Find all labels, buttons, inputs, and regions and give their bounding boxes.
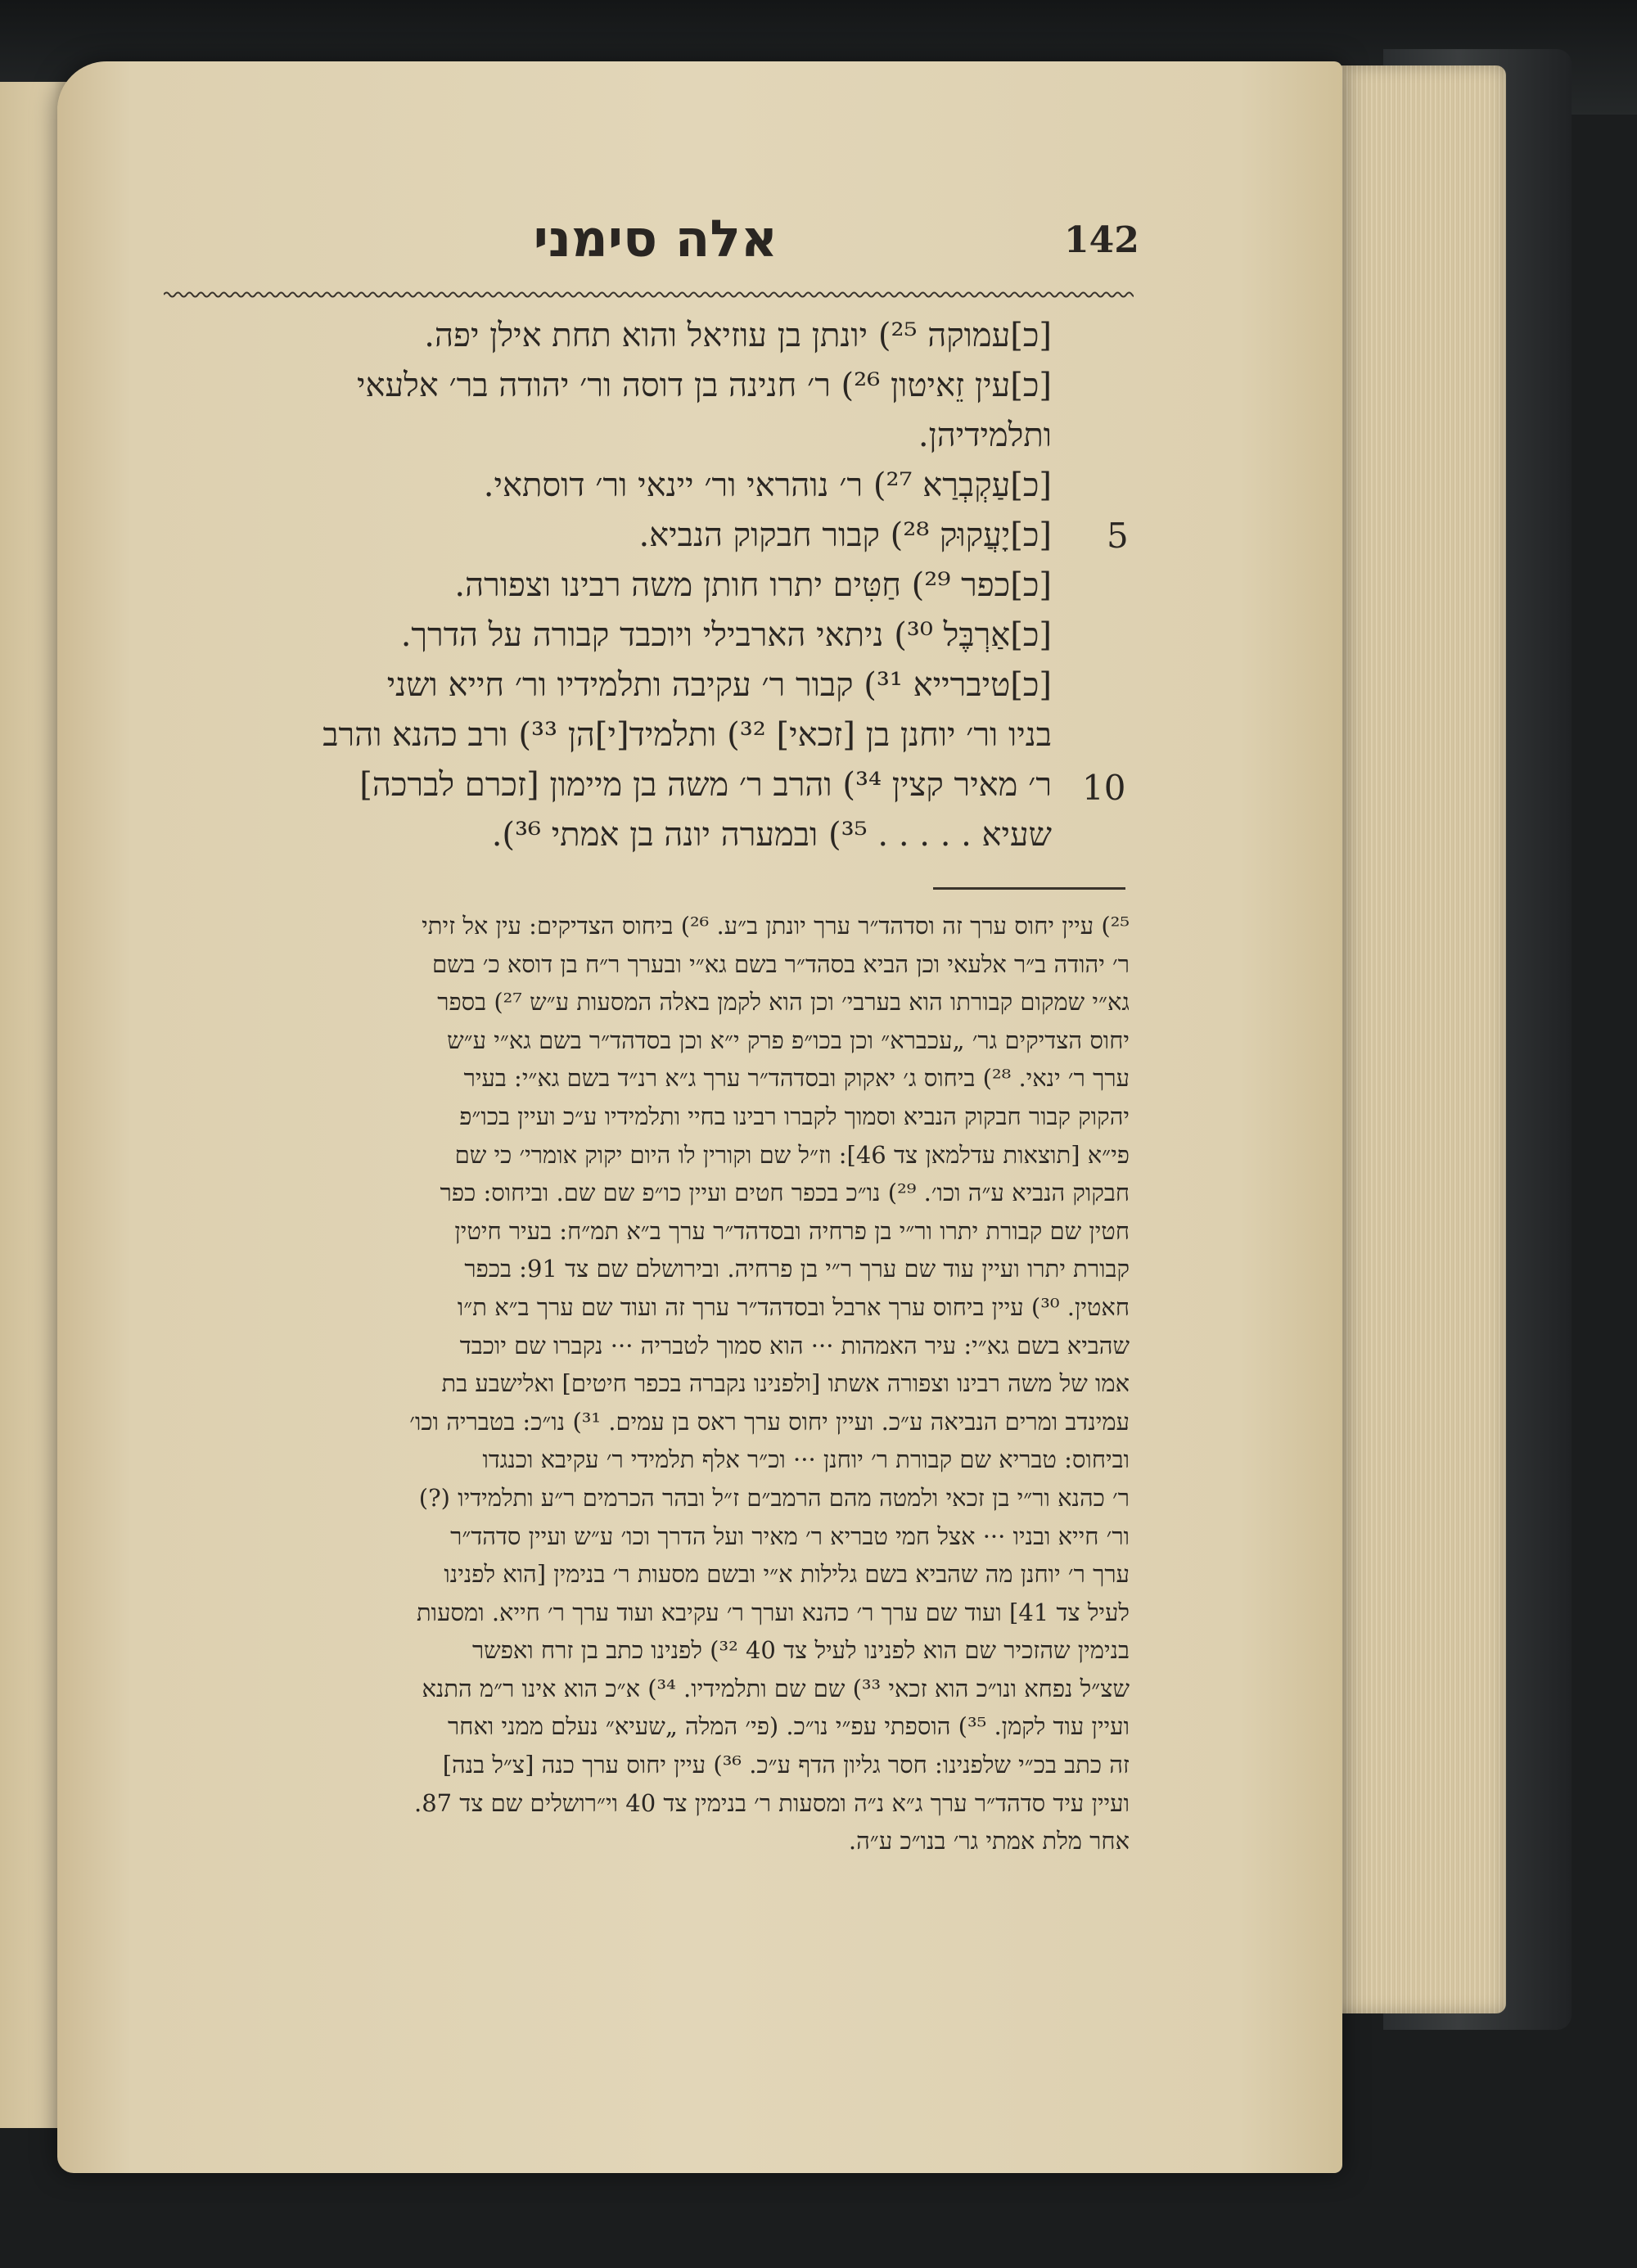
- line-number-10: 10: [1082, 768, 1126, 808]
- wavy-header-rule: [164, 288, 1134, 301]
- footnotes: [139, 907, 1130, 1860]
- footnote-line: אמו של משה רבינו וצפורה אשתו [ולפנינו נקברה בכפר חיטים] ואלישבע בת: [441, 1369, 1130, 1398]
- text-line: [כ]עַקְבְרַא ²⁷) ר׳ נוהראי ור׳ יינאי ור׳ דוסתאי.: [483, 467, 1052, 504]
- footnote-line: וביחוס: טבריא שם קבורת ר׳ יוחנן ··· וכ״ר אלף תלמידי ר׳ עקיבא וכנגדו: [482, 1445, 1130, 1474]
- line-number-5: 5: [1107, 516, 1129, 556]
- footnote-line: זה כתב בכ״י שלפנינו: חסר גליון הדף ע״כ. ³⁶) עיין יחוס ערך כנה [צ״ל בנה]: [442, 1751, 1130, 1779]
- footnote-line: חאטין. ³⁰) עיין ביחוס ערך ארבל ובסדהד״ר ערך זה ועוד שם ערך ב״א ת״ו: [457, 1292, 1130, 1321]
- main-text: [123, 311, 1052, 860]
- text-line: [כ]טיברייא ³¹) קבור ר׳ עקיבה ותלמידיו ור׳ חייא ושני: [386, 666, 1052, 704]
- text-line: שעיא . . . . . ³⁵) ובמערה יונה בן אמתי ³⁶).: [491, 816, 1052, 854]
- text-line: [כ]עמוקה ²⁵) יונתן בן עוזיאל והוא תחת אילן יפה.: [424, 317, 1052, 354]
- footnote-line: ור׳ חייא ובניו ··· אצל חמי טבריא ר׳ מאיר ועל הדרך וכו׳ ע״ש ועיין סדהד״ר: [450, 1522, 1130, 1550]
- footnote-line: ערך ר׳ יוחנן מה שהביא בשם גלילות א״י ובשם מסעות ר׳ בנימין [הוא לפנינו: [444, 1560, 1130, 1589]
- running-head-title: אלה סימני: [533, 209, 778, 268]
- footnote-line: קבורת יתרו ועיין עוד שם ערך ר״י בן פרחיה. ובירושלם שם צד 91: בכפר: [464, 1255, 1130, 1283]
- text-line: [כ]אַרְבֶּל ³⁰) ניתאי הארבילי ויוכבד קבורה על הדרך.: [400, 616, 1052, 654]
- text-line: [כ]כפר ²⁹) חַטִּים יתרו חותן משה רבינו וצפורה.: [454, 566, 1052, 604]
- footnote-line: פי״א [תוצאות עדלמאן צד 46]: וז״ל שם וקורין לו היום יקוק אומרי׳ כי שם: [454, 1140, 1130, 1169]
- footnote-line: חבקוק הנביא ע״ה וכו׳. ²⁹) נו״כ בכפר חטים ועיין כו״פ שם שם. וביחוס: כפר: [440, 1179, 1130, 1207]
- footnote-line: יהקוק קבור חבקוק הנביא וסמוך לקברו רבינו בחיי ותלמידיו ע״כ ועיין בכו״פ: [459, 1102, 1130, 1130]
- footnote-line: ר׳ כהנא ור״י בן זכאי ולמטה מהם הרמב״ם ז״ל ובהר הכרמים ר״ע ותלמידיו (?): [418, 1483, 1130, 1512]
- footnote-line: עמינדב ומרים הנביאה ע״כ. ועיין יחוס ערך ראס בן עמים. ³¹) נו״כ: בטבריה וכו׳: [409, 1407, 1130, 1436]
- footnote-line: ר׳ יהודה ב״ר אלעאי וכן הביא בסהד״ר בשם גא״י ובערך ר״ח בן דוסא כ׳ בשם: [431, 949, 1130, 978]
- footnote-line: שצ״ל נפחא ונו״כ הוא זכאי ³³) שם שם ותלמידיו. ³⁴) א״כ הוא אינו ר״מ התנא: [422, 1674, 1130, 1702]
- text-line: ר׳ מאיר קצין ³⁴) והרב ר׳ משה בן מיימון [זכרם לברכה]: [359, 766, 1052, 804]
- footnote-line: בנימין שהזכיר שם הוא לפנינו לעיל צד 40 ³²) לפנינו כתב בן זרח ואפשר: [471, 1636, 1130, 1665]
- text-line: בניו ור׳ יוחנן בן [זכאי] ³²) ותלמיד[י]הן ³³) ורב כהנא והרב: [322, 716, 1052, 754]
- footnote-line: ועיין עוד לקמן. ³⁵) הוספתי עפ״י נו״כ. (פי׳ המלה „שעיא״ נעלם ממני ואחר: [448, 1712, 1130, 1741]
- footnote-line: ועיין עיד סדהד״ר ערך ג״א נ״ה ומסעות ר׳ בנימין צד 40 וי״רושלים שם צד 87.: [413, 1788, 1130, 1817]
- footnote-line: ²⁵) עיין יחוס ערך זה וסדהד״ר ערך יונתן ב״ע. ²⁶) ביחוס הצדיקים: עין אל זיתי: [422, 912, 1130, 940]
- footnote-line: ערך ר׳ ינאי. ²⁸) ביחוס ג׳ יאקוק ובסדהד״ר ערך ג״א רנ״ד בשם גא״י: בעיר: [463, 1064, 1130, 1093]
- footnote-separator: [933, 887, 1125, 890]
- page-number: 142: [1064, 219, 1139, 261]
- footnote-line: אחר מלת אמתי גר׳ בנו״כ ע״ה.: [848, 1827, 1130, 1855]
- footnote-line: חטין שם קבורת יתרו ור״י בן פרחיה ובסדהד״ר ערך ב״א תמ״ח: בעיר חיטין: [454, 1216, 1130, 1245]
- footnote-line: גא״י שמקום קבורתו הוא בערבי׳ וכן הוא לקמן באלה המסעות ע״ש ²⁷) בספר: [437, 988, 1130, 1017]
- text-line: [כ]יָעֲקוּק ²⁸) קבור חבקוק הנביא.: [638, 516, 1052, 554]
- text-line: ותלמידיהן.: [918, 417, 1052, 454]
- text-line: [כ]עין זֵאיטון ²⁶) ר׳ חנינה בן דוסה ור׳ יהודה בר׳ אלעאי: [356, 367, 1052, 404]
- footnote-line: יחוס הצדיקים גר׳ „עכברא״ וכן בכו״פ פרק י״א וכן בסדהד״ר בשם גא״י ע״ש: [447, 1026, 1130, 1054]
- footnote-line: לעיל צד 41] ועוד שם ערך ר׳ כהנא וערך ר׳ עקיבא ועוד ערך ר׳ חייא. ומסעות: [417, 1598, 1130, 1626]
- footnote-line: שהביא בשם גא״י: עיר האמהות ··· הוא סמוך לטבריה ··· נקברו שם יוכבד: [459, 1331, 1130, 1359]
